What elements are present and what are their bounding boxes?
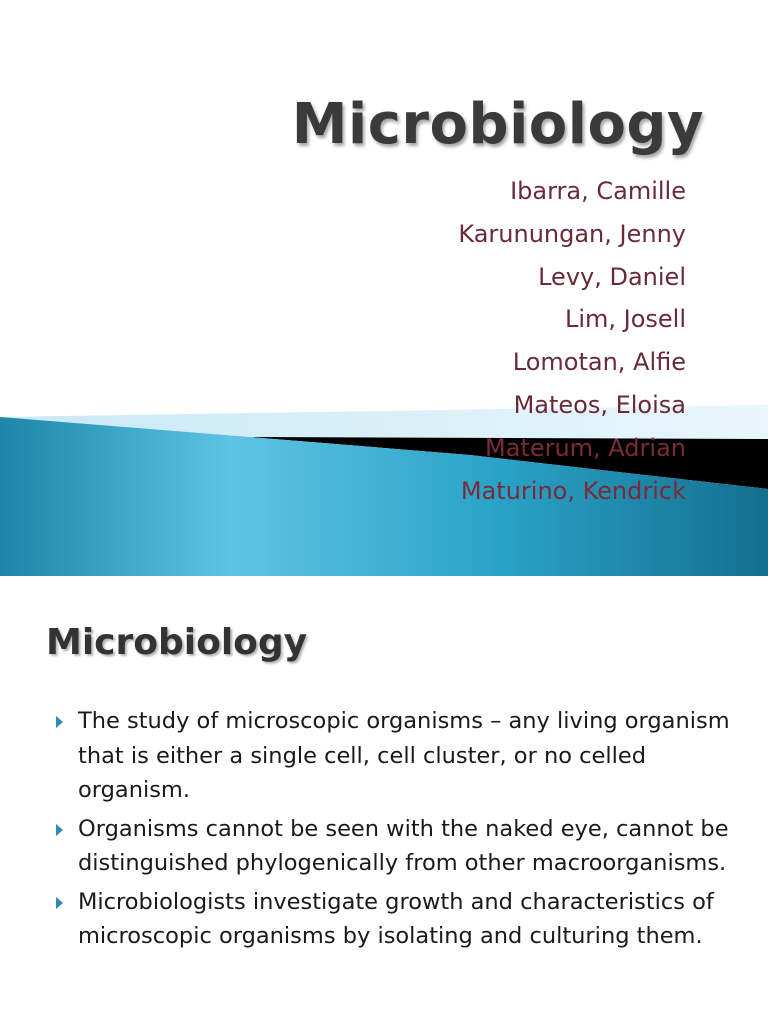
bullet-item [56,704,736,808]
author-name: Levy, Daniel [538,262,686,291]
author-name: Maturino, Kendrick [460,476,686,505]
author-name: Mateos, Eloisa [513,390,686,419]
bullet-arrow-icon [56,716,63,728]
bullet-arrow-icon [56,824,63,836]
author-name: Karunungan, Jenny [458,219,686,248]
bullet-list [56,704,736,958]
author-name: Ibarra, Camille [510,177,686,205]
author-name: Lomotan, Alfie [512,348,686,377]
author-list [458,170,686,512]
bullet-item [56,885,736,954]
bullet-arrow-icon [56,897,63,909]
bullet-text: The study of microscopic organisms – any living organism that is either a single cell, cell cluster, or no celled organism. [78,708,730,803]
slide-title: Microbiology [291,92,704,157]
bullet-item [56,812,736,881]
author-name: Lim, Josell [564,305,686,334]
content-slide [0,576,768,1024]
bullet-text: Organisms cannot be seen with the naked eye, cannot be distinguished phylogenically from other macroorganisms. [78,815,729,876]
slide-heading: Microbiology [46,622,308,663]
author-name: Materum, Adrian [485,433,686,462]
bullet-text: Microbiologists investigate growth and characteristics of microscopic organisms by isolating and culturing them. [78,888,714,949]
